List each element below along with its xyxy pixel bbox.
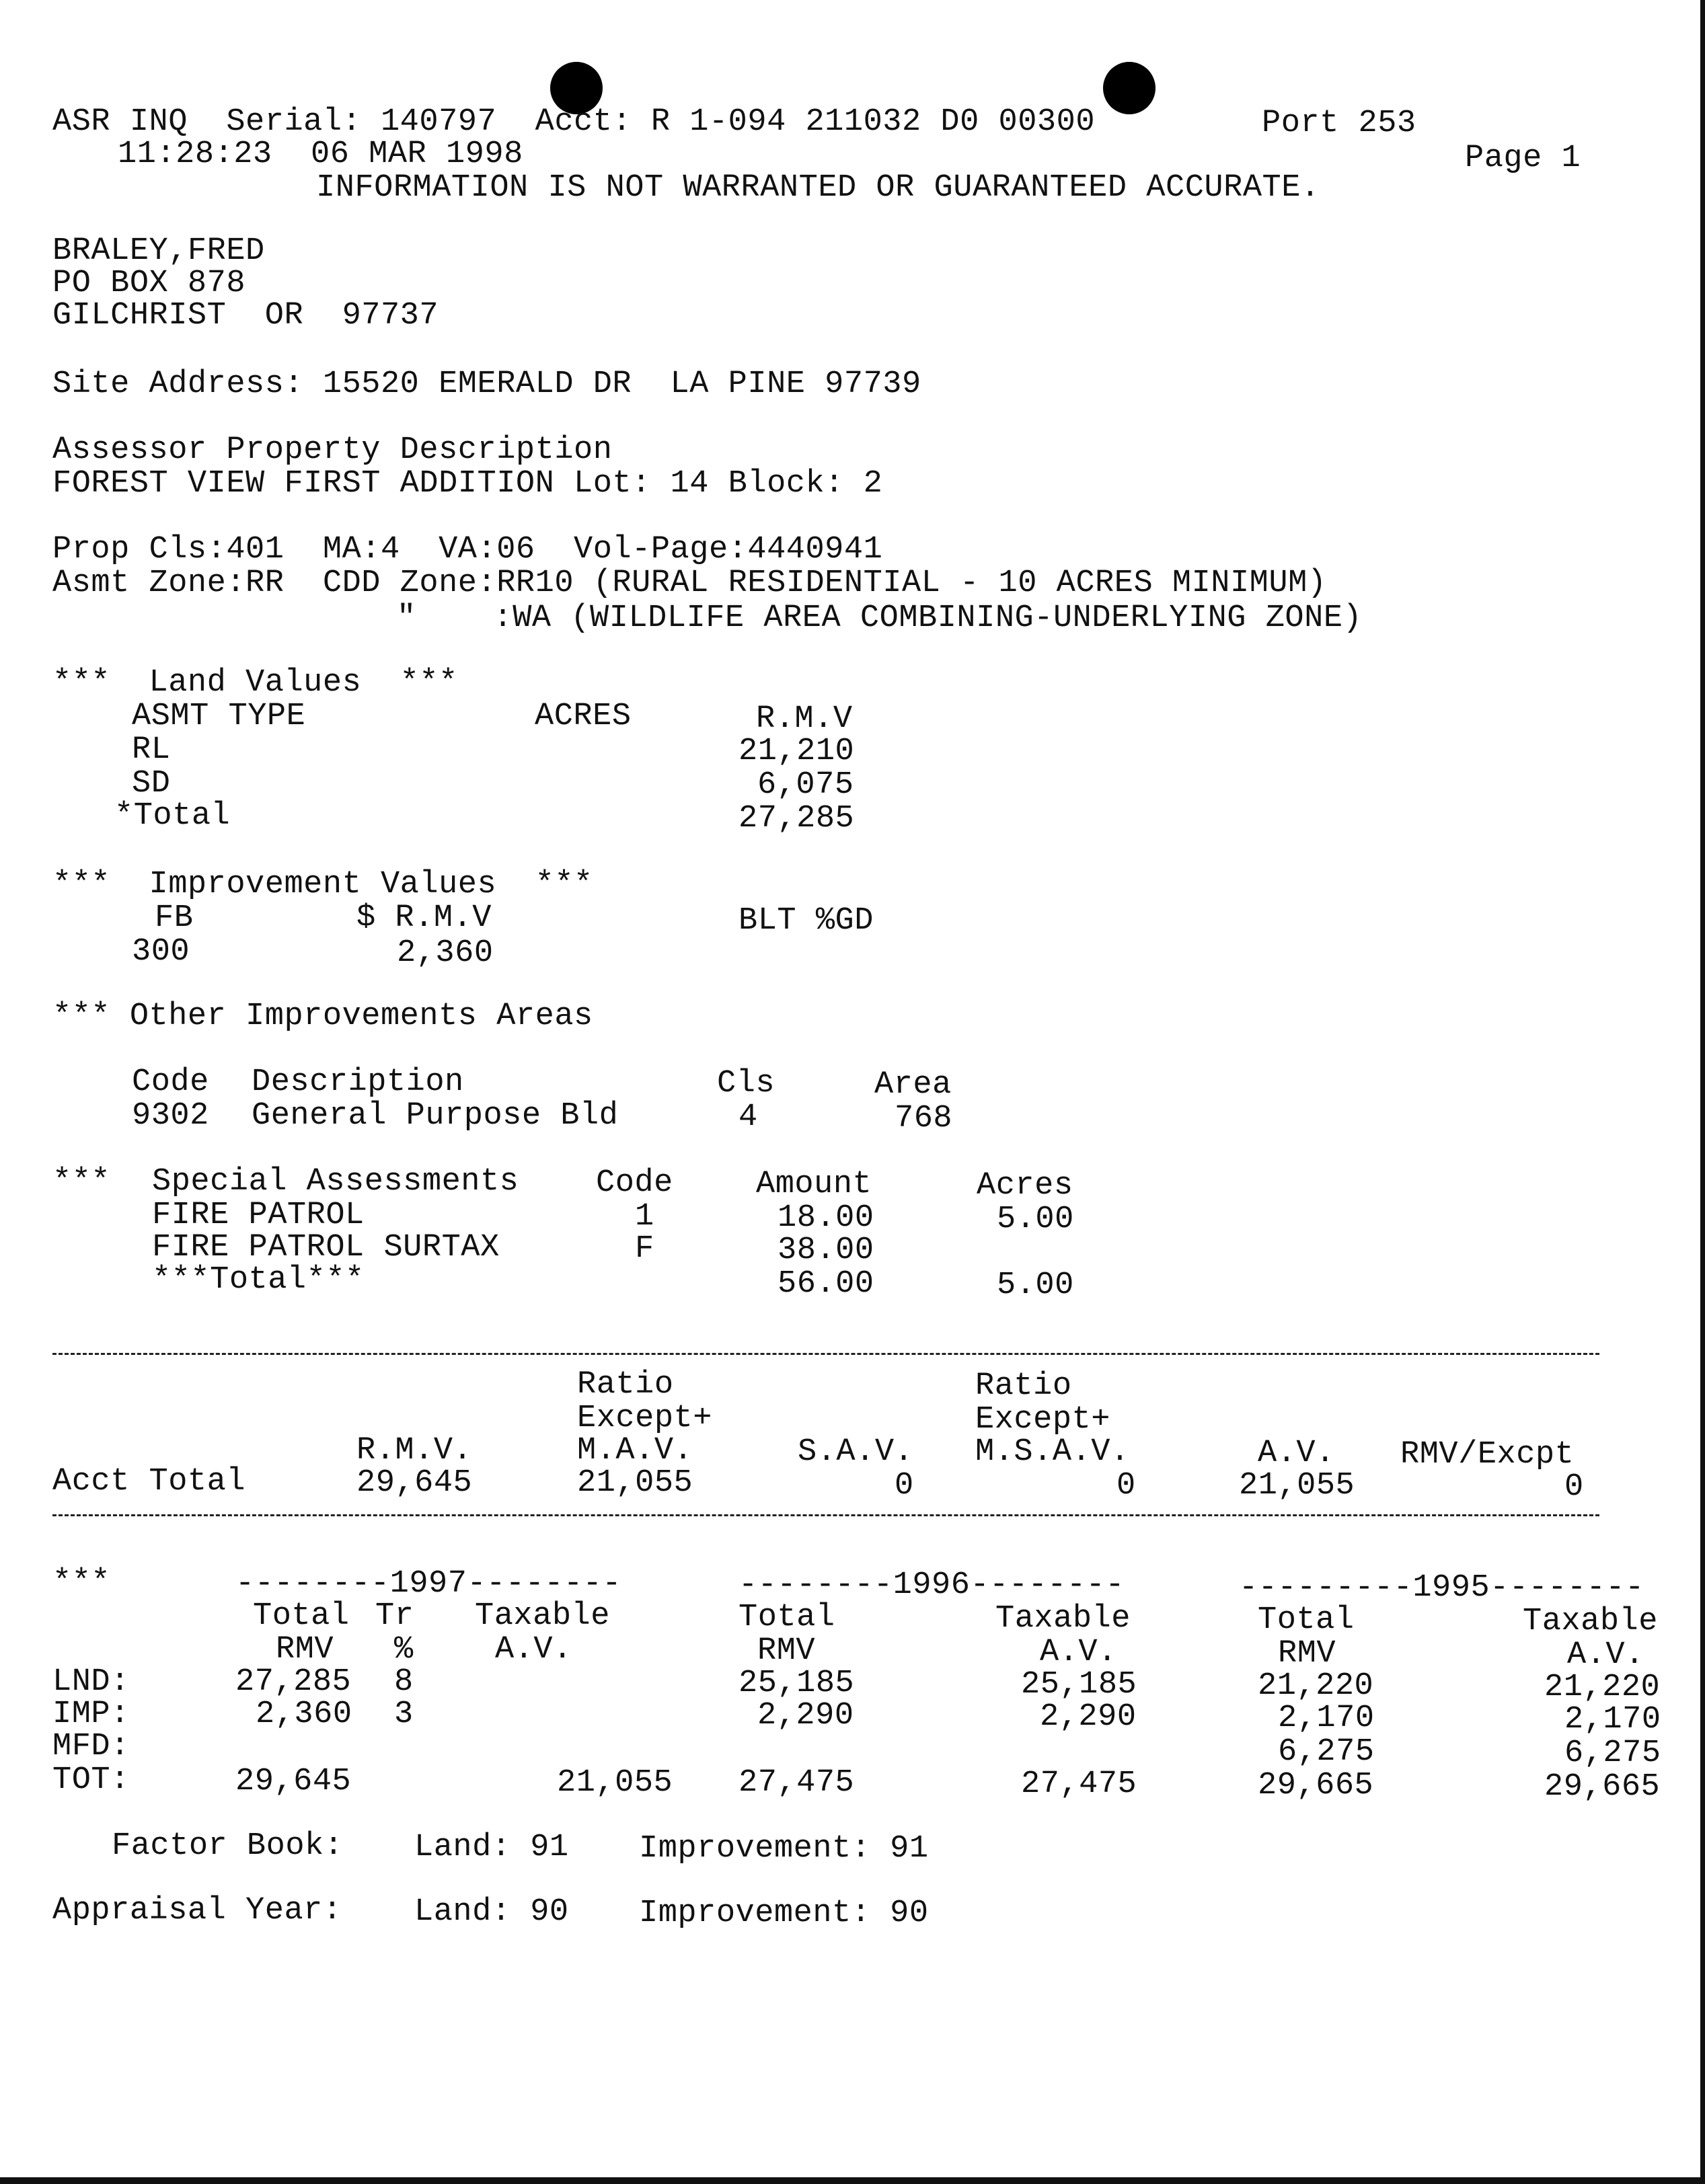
acct-h-av: A.V.	[1258, 1436, 1335, 1471]
acct-h-rmv: R.M.V.	[356, 1433, 473, 1469]
history-rmv-1995: 21,220	[1258, 1668, 1374, 1704]
special-row-name: ***Total***	[152, 1262, 365, 1298]
improvement-fb: 300	[132, 934, 190, 970]
other-improvements-heading: *** Other Improvements Areas	[52, 999, 593, 1034]
history-av-1996: 25,185	[1021, 1667, 1137, 1703]
history-h-taxable: Taxable	[995, 1601, 1131, 1637]
other-col-code: Code	[132, 1064, 209, 1100]
other-col-area: Area	[874, 1067, 952, 1103]
history-h-av: A.V.	[495, 1632, 572, 1668]
other-cls: 4	[738, 1099, 758, 1135]
land-col-rmv: R.M.V	[756, 701, 853, 737]
history-stars: ***	[52, 1565, 111, 1600]
improvement-col-blt: BLT %GD	[738, 903, 874, 939]
punch-hole-right	[1103, 62, 1155, 114]
special-row-amount: 56.00	[778, 1266, 874, 1302]
land-row-type: RL	[132, 732, 171, 768]
history-av-1995: 29,665	[1544, 1769, 1661, 1805]
history-av-1996: 27,475	[1021, 1766, 1137, 1802]
dashed-separator	[52, 1514, 1599, 1516]
history-rmv-1995: 6,275	[1278, 1734, 1375, 1770]
improvement-col-rmv: $ R.M.V	[356, 900, 492, 936]
acct-h-msav: M.S.A.V.	[975, 1434, 1130, 1470]
header-line: ASR INQ Serial: 140797 Acct: R 1-094 211032 D0 00300	[52, 104, 1096, 140]
land-row-rmv: 21,210	[738, 734, 855, 769]
owner-address1: PO BOX 878	[52, 266, 246, 301]
history-rmv-1995: 2,170	[1278, 1701, 1375, 1736]
other-desc: General Purpose Bld	[252, 1098, 619, 1134]
history-tr-pct: 8	[394, 1664, 414, 1700]
acct-mav: 21,055	[577, 1465, 693, 1501]
history-row-label: LND:	[52, 1664, 130, 1700]
other-code: 9302	[132, 1098, 209, 1134]
property-description: FOREST VIEW FIRST ADDITION Lot: 14 Block: 2	[52, 466, 883, 502]
history-h-total: Total	[1258, 1602, 1355, 1638]
acct-rmvexcpt: 0	[1564, 1469, 1584, 1505]
special-row-name: FIRE PATROL	[152, 1198, 365, 1233]
acct-h-rmvexcpt: RMV/Excpt	[1400, 1437, 1575, 1473]
history-year-1997: --------1997--------	[235, 1566, 622, 1602]
acct-av: 21,055	[1239, 1468, 1355, 1504]
special-row-amount: 18.00	[778, 1200, 874, 1236]
acct-sav: 0	[895, 1468, 914, 1504]
special-col-code: Code	[596, 1165, 673, 1201]
improvement-rmv: 2,360	[397, 935, 494, 971]
history-h-rmv: RMV	[276, 1632, 334, 1668]
land-col-acres: ACRES	[535, 699, 632, 734]
history-h-taxable: Taxable	[1523, 1604, 1658, 1639]
owner-address2: GILCHRIST OR 97737	[52, 298, 439, 334]
special-col-acres: Acres	[977, 1168, 1073, 1204]
land-col-type: ASMT TYPE	[132, 699, 306, 734]
scan-edge-right	[1700, 0, 1705, 2184]
history-tr-pct: 3	[394, 1696, 414, 1732]
history-rmv-1997: 27,285	[235, 1664, 352, 1700]
history-h-taxable: Taxable	[475, 1598, 610, 1634]
owner-name: BRALEY,FRED	[52, 233, 265, 269]
history-h-pct: %	[394, 1632, 414, 1668]
history-h-av: A.V.	[1040, 1635, 1117, 1670]
appraisal-year-label: Appraisal Year:	[52, 1893, 342, 1928]
acct-h-except2: Except+	[975, 1402, 1110, 1438]
land-values-heading: *** Land Values ***	[52, 665, 458, 701]
acct-h-except1: Except+	[577, 1401, 712, 1436]
land-row-rmv: 27,285	[738, 801, 855, 836]
acct-h-ratio1: Ratio	[577, 1367, 674, 1403]
acct-h-mav: M.A.V.	[577, 1433, 693, 1469]
history-rmv-1996: 2,290	[757, 1698, 854, 1733]
history-year-1995: ---------1995--------	[1239, 1570, 1644, 1606]
history-rmv-1997: 2,360	[256, 1696, 352, 1732]
timestamp: 11:28:23 06 MAR 1998	[118, 136, 523, 172]
special-row-acres: 5.00	[997, 1268, 1074, 1303]
acct-h-sav: S.A.V.	[798, 1434, 914, 1470]
property-heading: Assessor Property Description	[52, 432, 613, 468]
special-row-acres: 5.00	[997, 1202, 1074, 1237]
history-row-label: TOT:	[52, 1762, 130, 1798]
history-row-label: MFD:	[52, 1729, 130, 1764]
special-heading: Special Assessments	[152, 1164, 519, 1200]
history-rmv-1997: 29,645	[235, 1764, 352, 1799]
history-rmv-1995: 29,665	[1258, 1768, 1374, 1803]
history-rmv-1996: 27,475	[738, 1765, 855, 1801]
acct-h-ratio2: Ratio	[975, 1368, 1072, 1404]
history-year-1996: --------1996--------	[738, 1567, 1125, 1603]
zone-line: Asmt Zone:RR CDD Zone:RR10 (RURAL RESIDENTIAL - 10 ACRES MINIMUM)	[52, 566, 1327, 601]
site-address: Site Address: 15520 EMERALD DR LA PINE 97739	[52, 366, 921, 402]
appraisal-year-land: Land: 90	[414, 1894, 569, 1930]
history-av-1996: 2,290	[1040, 1699, 1137, 1735]
history-h-rmv: RMV	[757, 1633, 816, 1669]
acct-total-label: Acct Total	[52, 1464, 246, 1499]
scan-edge-bottom	[0, 2177, 1705, 2184]
land-row-type: *Total	[114, 798, 231, 834]
history-av-1997: 21,055	[557, 1765, 673, 1801]
property-class-line: Prop Cls:401 MA:4 VA:06 Vol-Page:4440941	[52, 532, 883, 568]
land-row-type: SD	[132, 766, 171, 802]
special-row-name: FIRE PATROL SURTAX	[152, 1230, 500, 1265]
other-col-desc: Description	[252, 1064, 464, 1100]
history-h-av: A.V.	[1567, 1637, 1644, 1673]
acct-msav: 0	[1116, 1468, 1136, 1504]
history-av-1995: 6,275	[1564, 1736, 1661, 1771]
history-av-1995: 21,220	[1544, 1670, 1661, 1705]
appraisal-year-improvement: Improvement: 90	[639, 1896, 929, 1931]
page-number: Page 1	[1465, 141, 1581, 176]
factor-book-label: Factor Book:	[112, 1828, 344, 1864]
special-stars: ***	[52, 1164, 111, 1200]
dashed-separator	[52, 1353, 1599, 1355]
other-area: 768	[895, 1101, 953, 1136]
improvement-values-heading: *** Improvement Values ***	[52, 867, 593, 902]
history-row-label: IMP:	[52, 1696, 130, 1732]
factor-book-land: Land: 91	[414, 1830, 569, 1865]
factor-book-improvement: Improvement: 91	[639, 1831, 929, 1867]
history-h-total: Total	[253, 1598, 350, 1634]
zone-line-2: " :WA (WILDLIFE AREA COMBINING-UNDERLYING ZONE)	[397, 600, 1363, 636]
history-h-rmv: RMV	[1278, 1636, 1336, 1672]
acct-rmv: 29,645	[356, 1465, 473, 1501]
port-label: Port 253	[1262, 106, 1416, 141]
land-row-rmv: 6,075	[757, 767, 854, 803]
improvement-col-fb: FB	[155, 900, 194, 936]
special-row-amount: 38.00	[778, 1233, 874, 1268]
history-h-total: Total	[738, 1600, 835, 1635]
history-av-1995: 2,170	[1564, 1702, 1661, 1738]
special-row-code: 1	[635, 1199, 654, 1235]
other-col-cls: Cls	[717, 1066, 775, 1101]
history-rmv-1996: 25,185	[738, 1666, 855, 1701]
special-col-amount: Amount	[756, 1167, 872, 1202]
disclaimer: INFORMATION IS NOT WARRANTED OR GUARANTEED ACCURATE.	[316, 170, 1320, 206]
history-h-tr: Tr	[375, 1598, 414, 1634]
special-row-code: F	[635, 1231, 654, 1267]
